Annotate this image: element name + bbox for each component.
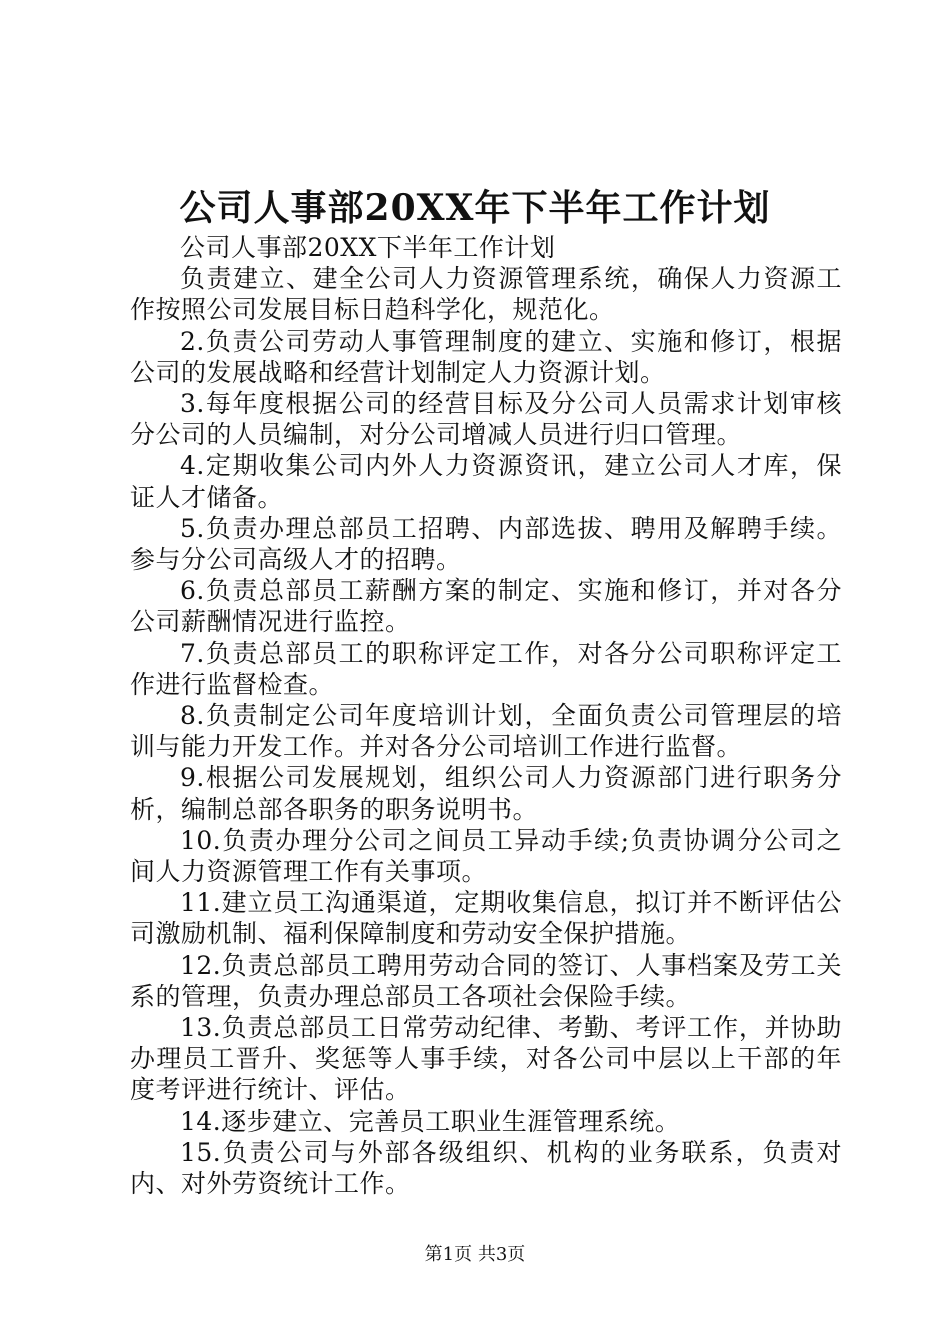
paragraph-item: 12.负责总部员工聘用劳动合同的签订、人事档案及劳工关系的管理，负责办理总部员工各项社会保险手续。 <box>130 950 842 1011</box>
paragraph-item: 15.负责公司与外部各级组织、机构的业务联系，负责对内、对外劳资统计工作。 <box>130 1137 842 1199</box>
paragraph-item: 13.负责总部员工日常劳动纪律、考勤、考评工作，并协助办理员工晋升、奖惩等人事手续，对各公司中层以上干部的年度考评进行统计、评估。 <box>130 1013 842 1105</box>
paragraph-item: 9.根据公司发展规划，组织公司人力资源部门进行职务分析，编制总部各职务的职务说明书。 <box>130 763 842 824</box>
paragraph-item: 14.逐步建立、完善员工职业生涯管理系统。 <box>180 1106 681 1136</box>
paragraph-item: 7.负责总部员工的职称评定工作，对各分公司职称评定工作进行监督检查。 <box>130 638 842 699</box>
paragraph-item: 2.负责公司劳动人事管理制度的建立、实施和修订，根据公司的发展战略和经营计划制定人力资源计划。 <box>130 326 842 387</box>
document-body <box>130 232 842 1199</box>
paragraph-item: 11.建立员工沟通渠道，定期收集信息，拟订并不断评估公司激励机制、福利保障制度和劳动安全保护措施。 <box>130 888 842 949</box>
paragraph-item: 4.定期收集公司内外人力资源资讯，建立公司人才库，保证人才储备。 <box>130 451 842 512</box>
paragraph-item: 6.负责总部员工薪酬方案的制定、实施和修订，并对各分公司薪酬情况进行监控。 <box>130 576 842 637</box>
paragraph-item: 8.负责制定公司年度培训计划，全面负责公司管理层的培训与能力开发工作。并对各分公司培训工作进行监督。 <box>130 701 842 762</box>
paragraph-item: 5.负责办理总部员工招聘、内部选拔、聘用及解聘手续。参与分公司高级人才的招聘。 <box>130 513 842 575</box>
paragraph-item: 3.每年度根据公司的经营目标及分公司人员需求计划审核分公司的人员编制，对分公司增减人员进行归口管理。 <box>130 389 842 450</box>
page-number-footer: 第1页 共3页 <box>424 1244 526 1265</box>
paragraph-item: 负责建立、建全公司人力资源管理系统，确保人力资源工作按照公司发展目标日趋科学化，规范化。 <box>130 264 842 325</box>
paragraph-subtitle: 公司人事部20XX下半年工作计划 <box>180 233 556 262</box>
document-title: 公司人事部20XX年下半年工作计划 <box>179 187 771 229</box>
paragraph-item: 10.负责办理分公司之间员工异动手续;负责协调分公司之间人力资源管理工作有关事项。 <box>130 825 842 887</box>
